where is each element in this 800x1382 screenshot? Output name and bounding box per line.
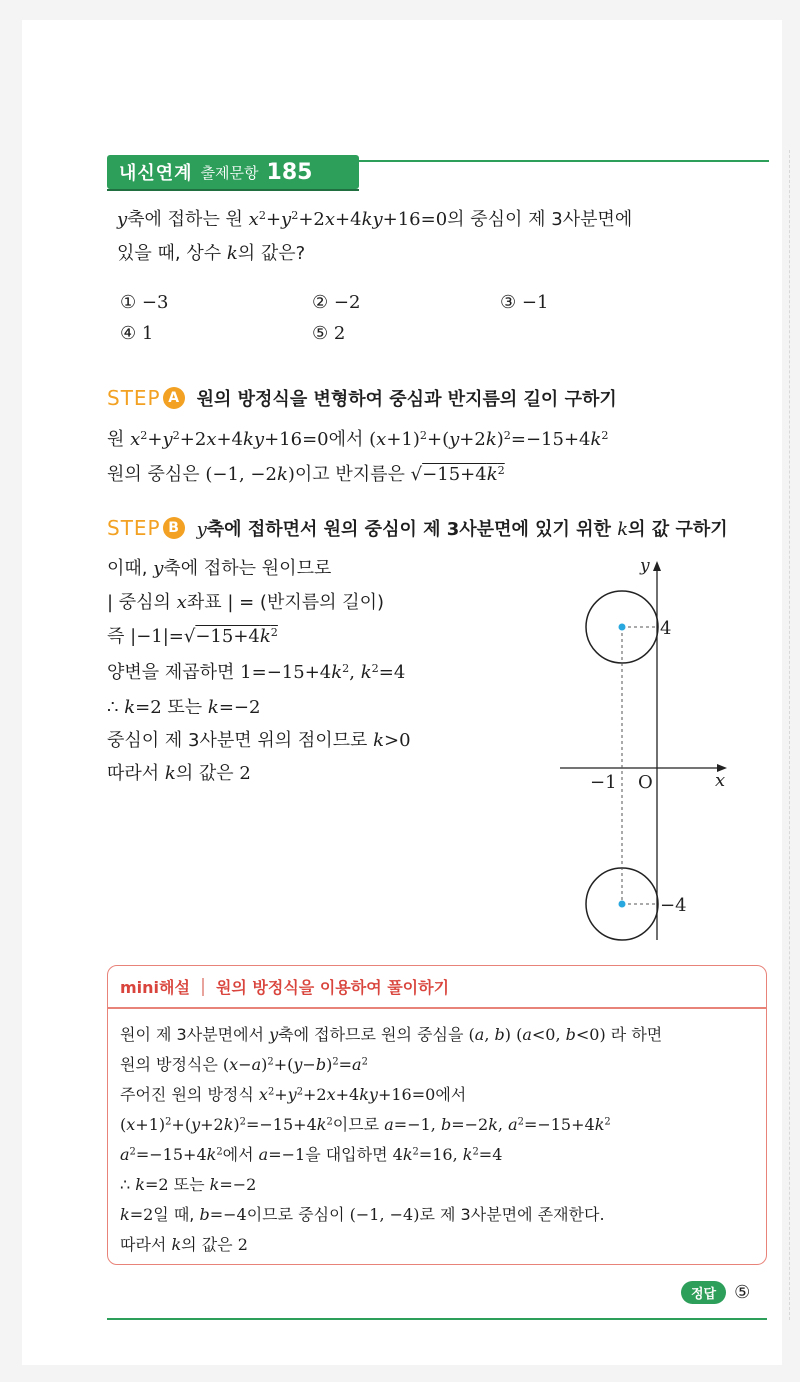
step-b-line-7: 따라서 k의 값은 2 [107,763,251,784]
step-a-title: 원의 방정식을 변형하여 중심과 반지름의 길이 구하기 [196,389,617,410]
mini-separator [202,978,204,996]
step-b-line-3: 즉 $|-1|=√-15+4k^2$ [107,625,278,647]
mini-line-4: $(x+1)^2+(y+2k)^2=-15+4k^2$이므로 a=−1, b=−2k, $a^2=-15+4k^2$ [120,1115,611,1134]
answer-value: ⑤ [734,1282,751,1303]
mini-title: mini해설 [120,978,190,997]
step-b-line-6: 중심이 제 3사분면 위의 점이므로 k>0 [107,730,411,751]
tick-y-minus4: −4 [660,895,687,916]
header-tag-text: 내신연계 [119,163,193,184]
option-2[interactable]: ② −2 [312,292,361,313]
problem-header-tag [107,155,359,189]
bottom-rule [107,1318,767,1320]
problem-line-2: 있을 때, 상수 k의 값은? [117,243,306,264]
mini-header-rule [107,1007,767,1009]
answer-label: 정답 [681,1281,726,1304]
y-axis-label: y [640,556,650,576]
mini-line-5: $a^2=-15+4k^2$에서 a=−1을 대입하면 $4k^2=16$, $k^2=4$ [120,1145,503,1164]
margin-divider [789,150,790,1320]
y-axis-arrow [653,561,661,571]
circle-graph [560,555,765,950]
step-b-line-1: 이때, y축에 접하는 원이므로 [107,558,332,579]
tick-y-4: 4 [660,618,672,639]
mini-line-2: 원의 방정식은 $(x-a)^2+(y-b)^2=a^2$ [120,1055,368,1074]
center-dot-upper [619,624,626,631]
option-5[interactable]: ⑤ 2 [312,323,346,344]
step-b-line-5: ∴ k=2 또는 k=−2 [107,697,261,718]
mini-subtitle: 원의 방정식을 이용하여 풀이하기 [215,978,450,997]
mini-line-7: k=2일 때, b=−4이므로 중심이 (−1, −4)로 제 3사분면에 존재한다. [120,1205,605,1224]
header-shadow [107,189,359,191]
header-rule [359,160,769,162]
origin-label: O [638,772,653,793]
mini-solution-header [120,975,449,998]
step-b-line-4: 양변을 제곱하면 $1=-15+4k^2$, $k^2=4$ [107,661,406,683]
mini-line-8: 따라서 k의 값은 2 [120,1235,248,1254]
mini-line-3: 주어진 원의 방정식 $x^2+y^2+2x+4ky+16=0$에서 [120,1085,467,1104]
header-label: 출제문항 [200,163,259,182]
problem-number: 185 [266,159,313,185]
step-b-line-2: | 중심의 x좌표 | = (반지름의 길이) [107,592,385,613]
option-1[interactable]: ① −3 [120,292,169,313]
step-b-badge: B [163,517,185,539]
mini-line-1: 원이 제 3사분면에서 y축에 접하므로 원의 중심을 (a, b) (a<0, b<0) 라 하면 [120,1025,663,1044]
center-dot-lower [619,901,626,908]
step-a-line-1: 원 $x^2+y^2+2x+4ky+16=0$에서 $(x+1)^2+(y+2k)^2=-15+4k^2$ [107,428,609,450]
step-a-badge: A [163,387,185,409]
x-axis-label: x [715,770,726,791]
step-a-line-2: 원의 중심은 (−1, −2k)이고 반지름은 $√-15+4k^2$ [107,463,505,485]
option-4[interactable]: ④ 1 [120,323,154,344]
tick-x-minus1: −1 [590,772,617,793]
answer [681,1281,750,1304]
mini-line-6: ∴ k=2 또는 k=−2 [120,1175,257,1194]
problem-line-1: y축에 접하는 원 $x^2+y^2+2x+4ky+16=0$의 중심이 제 3사분면에 [117,208,633,230]
step-b-header: STEP B y축에 접하면서 원의 중심이 제 3사분면에 있기 위한 k의 값 구하기 [107,516,728,540]
step-a-header: STEP A 원의 방정식을 변형하여 중심과 반지름의 길이 구하기 [107,386,617,410]
option-3[interactable]: ③ −1 [500,292,549,313]
